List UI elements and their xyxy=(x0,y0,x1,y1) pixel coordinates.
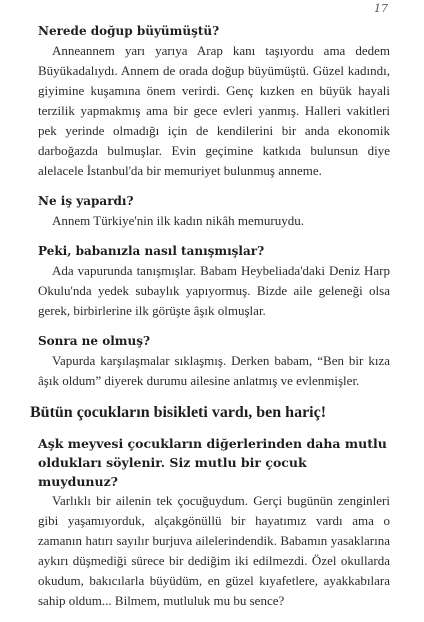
interview-question: Aşk meyvesi çocukların diğerlerinden daha mutlu oldukları söylenir. Siz mutlu bir çocuk muydunuz? xyxy=(38,436,387,489)
interview-answer: Vapurda karşılaşmalar sıklaşmış. Derken babam, “Ben bir kıza âşık oldum” diyerek durumu ailesine anlatmış ve evlenmişler. xyxy=(38,353,390,388)
interview-question: Peki, babanızla nasıl tanışmışlar? xyxy=(38,244,265,258)
interview-answer: Varlıklı bir ailenin tek çocuğuydum. Gerçi bugünün zenginleri gibi yaşamıyorduk, alçakgönüllü bir hayatımız vardı ama o zamanın hatırı sayılır burjuva ailelerindendik. Babamın yasaklarına aykırı düşmediği sürece bir dediğim iki edilmezdi. Özel okullarda okudum, bakıcılarla büyüdüm, en güzel kıyafetlere, ayakkabılara sahip oldum... Bilmem, mutluluk mu bu sence? xyxy=(38,493,390,608)
section-heading: Bütün çocukların bisikleti vardı, ben hariç! xyxy=(30,404,327,421)
interview-question: Ne iş yapardı? xyxy=(38,194,134,208)
interview-question: Nerede doğup büyümüştü? xyxy=(38,24,220,38)
page-content xyxy=(30,22,390,622)
page-number: 17 xyxy=(374,2,388,15)
qa-block xyxy=(38,22,390,181)
qa-block xyxy=(38,434,390,611)
interview-answer: Annem Türkiye'nin ilk kadın nikâh memuruydu. xyxy=(52,213,304,228)
qa-block xyxy=(38,192,390,231)
qa-block xyxy=(38,332,390,391)
interview-question: Sonra ne olmuş? xyxy=(38,334,150,348)
interview-answer: Anneannem yarı yarıya Arap kanı taşıyordu ama dedem Büyükadalıydı. Annem de orada doğup büyümüştü. Güzel kadındı, giyimine kuşamına önem verirdi. Genç kızken en büyük hayali terzilik yapmakmış ama bir gece evleri yanmış. Halleri vakitleri pek yerinde olmadığı için de kendilerini bir anda ekonomik darboğazda bulmuşlar. Evin geçimine katkıda bulunsun diye alelacele İstanbul'da bir memuriyet bulunmuş anneme. xyxy=(38,43,390,178)
interview-answer: Ada vapurunda tanışmışlar. Babam Heybeliada'daki Deniz Harp Okulu'nda yedek subaylık yapıyormuş. Bizde aile geleneği olsa gerek, birbirlerine ilk görüşte âşık olmuşlar. xyxy=(38,263,390,318)
qa-block xyxy=(38,242,390,321)
